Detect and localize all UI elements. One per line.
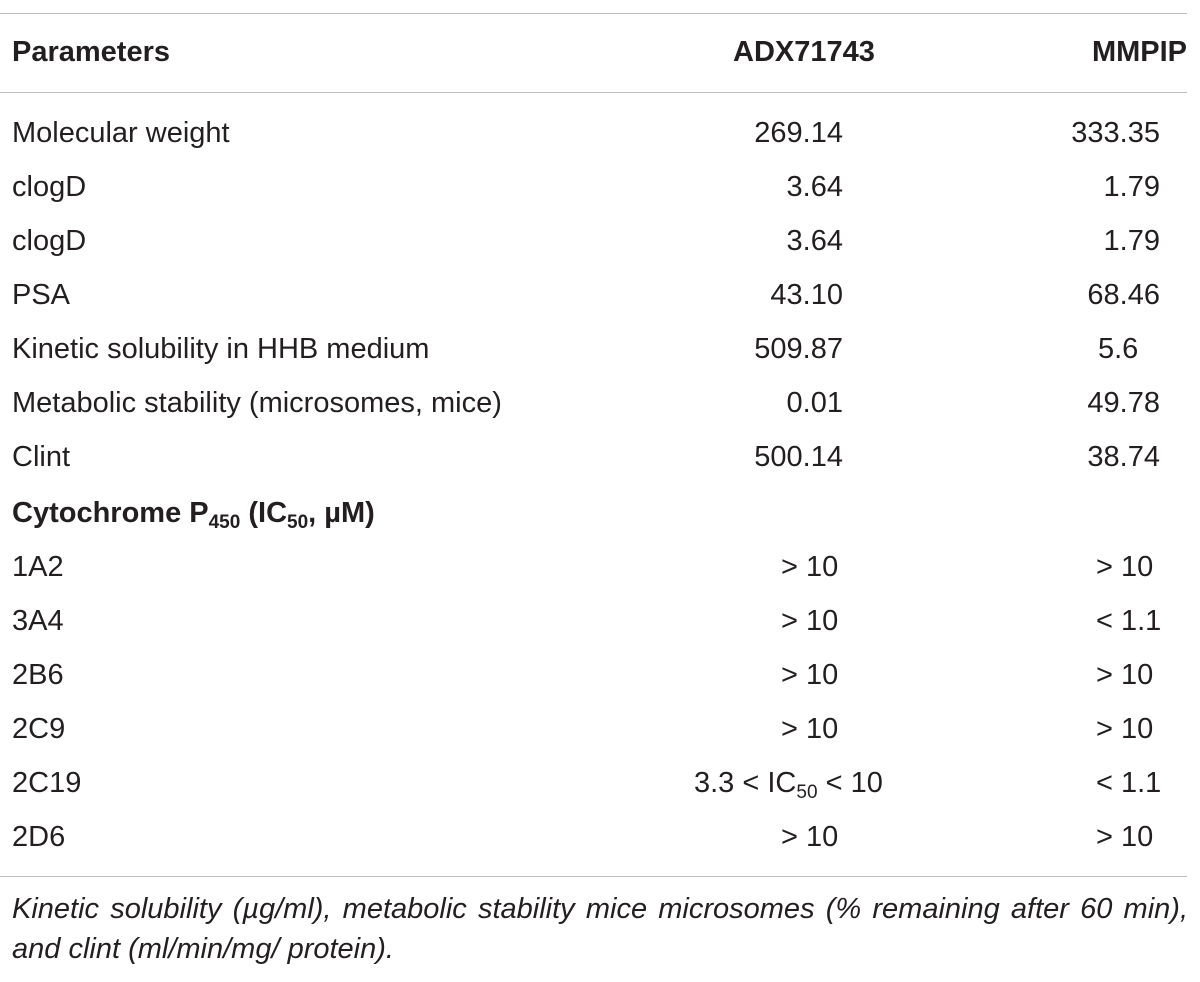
mmpip-value: < 1.1: [1096, 767, 1162, 799]
row-label: Molecular weight: [12, 117, 230, 149]
mmpip-value: > 10: [1096, 821, 1154, 853]
table-row: [0, 214, 1200, 268]
adx71743-value: 3.64: [786, 225, 843, 257]
table-row: [0, 810, 1200, 864]
mmpip-value: > 10: [1096, 659, 1154, 691]
mmpip-value: > 10: [1096, 713, 1154, 745]
mmpip-value: 38.74: [1087, 441, 1160, 473]
top-rule: [0, 13, 1187, 14]
table-row: [0, 322, 1200, 376]
row-label: PSA: [12, 279, 71, 311]
table-row: [0, 648, 1200, 702]
row-label: clogD: [12, 225, 87, 257]
table-row: [0, 268, 1200, 322]
header-parameters: Parameters: [12, 36, 170, 68]
mmpip-value: 333.35: [1071, 117, 1160, 149]
row-label: clogD: [12, 171, 87, 203]
adx71743-value: 43.10: [770, 279, 843, 311]
mmpip-value: < 1.1: [1096, 605, 1162, 637]
row-label: 1A2: [12, 551, 64, 583]
table-row: [0, 540, 1200, 594]
adx71743-value: 0.01: [786, 387, 843, 419]
row-label: Kinetic solubility in HHB medium: [12, 333, 430, 365]
mmpip-value: 49.78: [1087, 387, 1160, 419]
header-row: [0, 25, 1200, 79]
adx71743-value: 509.87: [754, 333, 843, 365]
table-row: [0, 594, 1200, 648]
row-label: 2B6: [12, 659, 64, 691]
adx71743-value: 500.14: [754, 441, 843, 473]
mmpip-value: 1.79: [1103, 225, 1160, 257]
mmpip-value: 68.46: [1087, 279, 1160, 311]
mmpip-value: > 10: [1096, 551, 1154, 583]
header-mmpip: MMPIP: [1091, 36, 1187, 68]
header-adx71743: ADX71743: [733, 36, 875, 68]
bottom-rule: [0, 876, 1187, 877]
adx71743-value: > 10: [781, 713, 839, 745]
table-row: [0, 756, 1200, 810]
adx71743-value: 269.14: [754, 117, 843, 149]
table-row: [0, 160, 1200, 214]
adx71743-value: > 10: [781, 605, 839, 637]
row-label: 3A4: [12, 605, 64, 637]
row-label: 2C19: [12, 767, 82, 799]
adx71743-value: $3.3 < IC_{50} < 10$: [694, 767, 883, 803]
mmpip-value: 1.79: [1103, 171, 1160, 203]
adx71743-value: > 10: [781, 821, 839, 853]
table-footnote: Kinetic solubility (µg/ml), metabolic stability mice microsomes (% remaining after 60 min), and clint (ml/min/mg/ protein).: [12, 893, 1188, 965]
row-label: 2D6: [12, 821, 66, 853]
mmpip-value: 5.6: [1098, 333, 1139, 365]
row-label: 2C9: [12, 713, 66, 745]
header-rule: [0, 92, 1187, 93]
table-row: [0, 430, 1200, 484]
row-label: Metabolic stability (microsomes, mice): [12, 387, 502, 419]
table-row: [0, 376, 1200, 430]
table-row: [0, 702, 1200, 756]
adx71743-value: 3.64: [786, 171, 843, 203]
section-heading-row: [0, 486, 1200, 540]
row-label: Clint: [12, 441, 71, 473]
adx71743-value: > 10: [781, 551, 839, 583]
table-row: [0, 106, 1200, 160]
adx71743-value: > 10: [781, 659, 839, 691]
section-heading: Cytochrome $P_{450}$ ($IC_{50}$, µM): [12, 497, 375, 533]
